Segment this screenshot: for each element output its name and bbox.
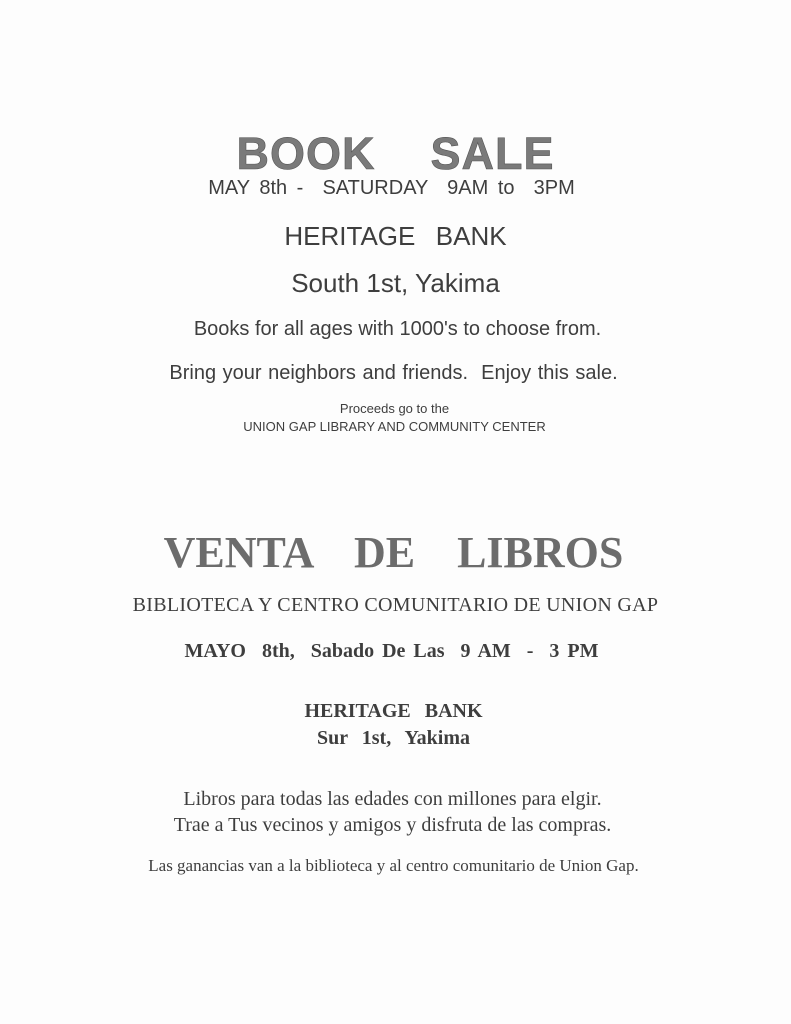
- proceeds-label: Proceeds go to the: [339, 401, 450, 416]
- proceeds-text-es: Las ganancias van a la biblioteca y al centro comunitario de Union Gap.: [148, 856, 639, 875]
- sale-date-time-es: MAYO 8th, Sabado De Las 9 AM - 3 PM: [184, 640, 599, 662]
- venue-address-es: Sur 1st, Yakima: [316, 727, 471, 749]
- beneficiary-name: UNION GAP LIBRARY AND COMMUNITY CENTER: [243, 419, 546, 434]
- invite-text-es: Trae a Tus vecinos y amigos y disfruta de las compras.: [173, 814, 612, 836]
- venta-de-libros-title: VENTA DE LIBROS: [163, 528, 624, 577]
- books-description-es: Libros para todas las edades con millones para elgir.: [183, 788, 602, 810]
- book-sale-title: BOOK SALE: [236, 128, 555, 179]
- sale-date-time: MAY 8th - SATURDAY 9AM to 3PM: [208, 177, 575, 199]
- venue-address: South 1st, Yakima: [291, 268, 500, 298]
- invite-text: Bring your neighbors and friends. Enjoy this sale.: [169, 362, 618, 384]
- venue-name-es: HERITAGE BANK: [304, 700, 483, 722]
- books-description: Books for all ages with 1000's to choose from.: [193, 318, 602, 340]
- organization-name: BIBLIOTECA Y CENTRO COMUNITARIO DE UNION GAP: [132, 594, 659, 616]
- venue-name: HERITAGE BANK: [284, 221, 507, 251]
